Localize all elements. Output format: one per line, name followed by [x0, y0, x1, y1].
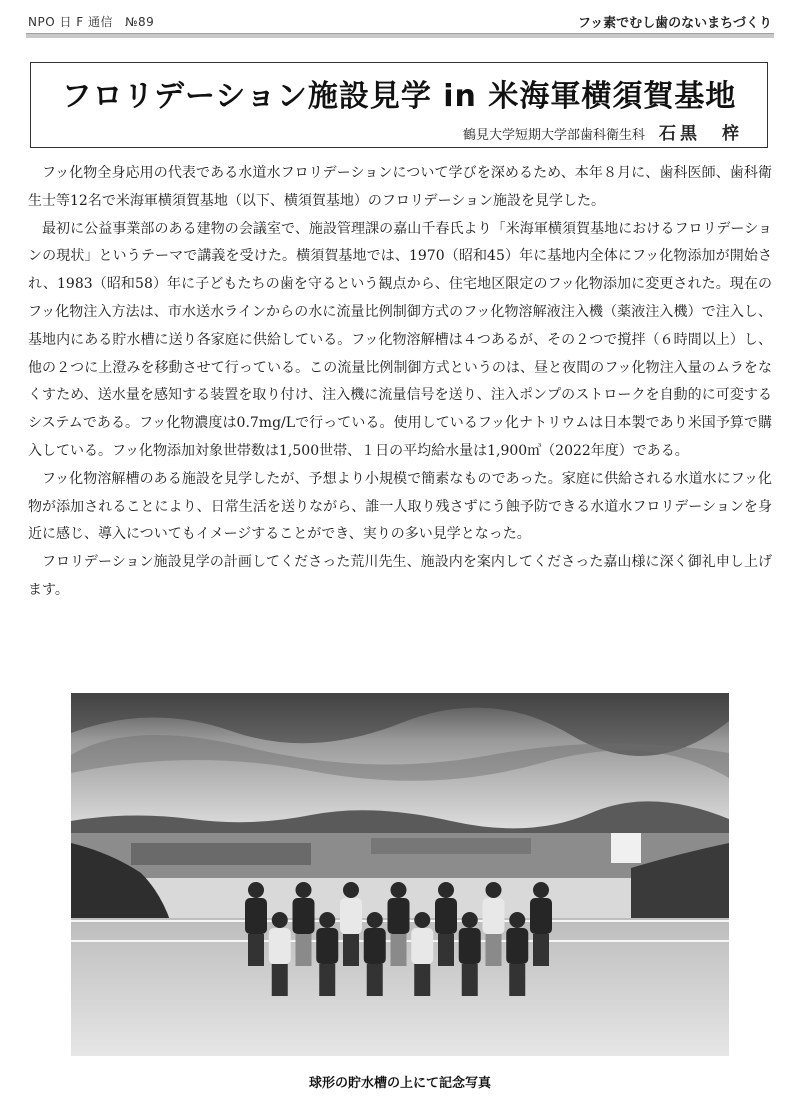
title-box: [30, 62, 768, 148]
group-photo-illustration: [71, 693, 729, 1056]
author-name: 石黒 梓: [659, 124, 743, 144]
person: [388, 882, 410, 966]
paragraph: 最初に公益事業部のある建物の会議室で、施設管理課の嘉山千春氏より「米海軍横須賀基地におけるフロリデーションの現状」というテーマで講義を受けた。横須賀基地では、1970（昭和45）年に基地内全体にフッ化物添加が開始され、1983（昭和58）年に子どもたちの歯を守るという観点から、住宅地区限定のフッ化物添加に変更された。現在のフッ化物注入方法は、市水送水ラインからの水に流量比例制御方式のフッ化物溶解液注入機（薬液注入機）で注入し、基地内にある貯水槽に送り各家庭に供給している。フッ化物溶解槽は４つあるが、その２つで撹拌（６時間以上）し、他の２つに上澄みを移動させて行っている。この流量比例制御方式というのは、昼と夜間のフッ化物注入量のムラをなくすため、送水量を感知する装置を取り付け、注入機に流量信号を送り、注入ポンプのストロークを自動的に可変するシステムである。フッ化物濃度は0.7mg/Lで行っている。使用しているフッ化ナトリウムは日本製であり米国予算で購入している。フッ化物添加対象世帯数は1,500世帯、１日の平均給水量は1,900㎥（2022年度）である。: [28, 220, 772, 459]
article-title: フロリデーション施設見学 in 米海軍横須賀基地: [61, 79, 737, 114]
paragraph: フロリデーション施設見学の計画してくださった荒川先生、施設内を案内してくださった嘉山様に深く御礼申し上げます。: [28, 554, 772, 598]
harbor-buildings: [131, 843, 311, 865]
publication-info: [28, 13, 154, 30]
group-photo: [71, 693, 729, 1056]
issue-number: №89: [125, 14, 155, 29]
ship: [611, 833, 641, 863]
harbor-buildings: [371, 838, 531, 854]
author-affiliation: 鶴見大学短期大学部歯科衛生科: [462, 128, 645, 143]
person: [245, 882, 267, 966]
paragraph: フッ化物全身応用の代表である水道水フロリデーションについて学びを深めるため、本年８月に、歯科医師、歯科衛生士等12名で米海軍横須賀基地（以下、横須賀基地）のフロリデーション施設を見学した。: [28, 165, 772, 209]
publication-name: NPO 日 F 通信: [28, 14, 114, 29]
photo-caption: 球形の貯水槽の上にて記念写真: [308, 1076, 491, 1091]
header-motto: フッ素でむし歯のないまちづくり: [578, 15, 772, 31]
person: [340, 882, 362, 966]
byline: [463, 119, 743, 144]
person: [293, 882, 315, 966]
header-rule: [26, 33, 774, 38]
person: [483, 882, 505, 966]
person: [435, 882, 457, 966]
article-body: [28, 160, 772, 605]
page-header: [28, 10, 772, 32]
person: [530, 882, 552, 966]
paragraph: フッ化物溶解槽のある施設を見学したが、予想より小規模で簡素なものであった。家庭に供給される水道水にフッ化物が添加されることにより、日常生活を送りながら、誰一人取り残さずにう蝕予防できる水道水フロリデーションを身近に感じ、導入についてもイメージすることができ、実りの多い見学となった。: [28, 470, 772, 543]
